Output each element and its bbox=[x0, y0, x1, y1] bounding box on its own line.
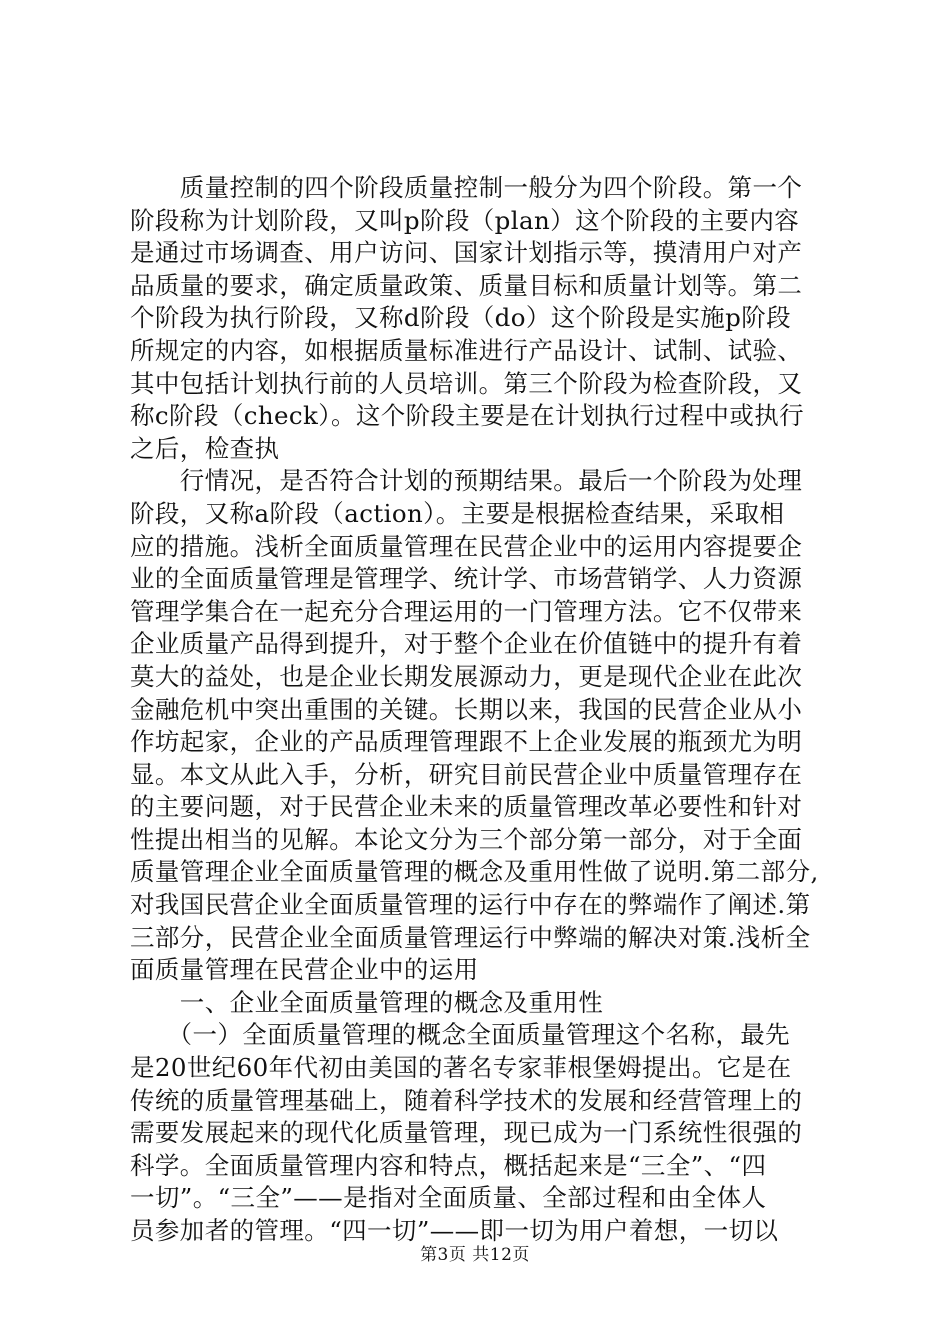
text-line: 品质量的要求，确定质量政策、质量目标和质量计划等。第二 bbox=[130, 270, 803, 300]
text-line: 员参加者的管理。“四一切”——即一切为用户着想，一切以 bbox=[130, 1216, 779, 1245]
text-line: 对我国民营企业全面质量管理的运行中存在的弊端作了阐述.第 bbox=[130, 890, 811, 920]
text-line: 所规定的内容，如根据质量标准进行产品设计、试制、试验、 bbox=[130, 335, 803, 365]
text-line: 阶段，又称a阶段（action）。主要是根据检查结果，采取相 bbox=[130, 498, 785, 528]
text-line: 面质量管理在民营企业中的运用 bbox=[130, 955, 479, 985]
text-line: 之后，检查执 bbox=[130, 433, 280, 463]
text-line: 传统的质量管理基础上，随着科学技术的发展和经营管理上的 bbox=[130, 1085, 803, 1115]
text-line: 阶段称为计划阶段，又叫p阶段（plan）这个阶段的主要内容 bbox=[130, 205, 800, 235]
text-line: 应的措施。浅析全面质量管理在民营企业中的运用内容提要企 bbox=[130, 531, 803, 561]
text-line: 一、企业全面质量管理的概念及重用性 bbox=[130, 987, 604, 1017]
text-line: 管理学集合在一起充分合理运用的一门管理方法。它不仅带来 bbox=[130, 596, 803, 626]
text-line: 是20世纪60年代初由美国的著名专家菲根堡姆提出。它是在 bbox=[130, 1053, 792, 1083]
text-line: 质量管理企业全面质量管理的概念及重用性做了说明.第二部分, bbox=[130, 857, 819, 887]
text-line: 企业质量产品得到提升，对于整个企业在价值链中的提升有着 bbox=[130, 629, 803, 659]
text-line: 个阶段为执行阶段，又称d阶段（do）这个阶段是实施p阶段 bbox=[130, 303, 791, 333]
text-line: 作坊起家，企业的产品质理管理跟不上企业发展的瓶颈尤为明 bbox=[130, 727, 803, 757]
text-line: 行情况，是否符合计划的预期结果。最后一个阶段为处理 bbox=[130, 466, 803, 496]
text-line: 三部分，民营企业全面质量管理运行中弊端的解决对策.浅析全 bbox=[130, 922, 811, 952]
text-line: 需要发展起来的现代化质量管理，现已成为一门系统性很强的 bbox=[130, 1118, 803, 1148]
text-line: 是通过市场调查、用户访问、国家计划指示等，摸清用户对产 bbox=[130, 238, 803, 268]
text-line: 显。本文从此入手，分析，研究目前民营企业中质量管理存在 bbox=[130, 759, 803, 789]
text-line: （一）全面质量管理的概念全面质量管理这个名称，最先 bbox=[130, 1020, 791, 1050]
text-line: 的主要问题，对于民营企业未来的质量管理改革必要性和针对 bbox=[130, 792, 803, 822]
page-footer: 第3页 共12页 bbox=[420, 1245, 530, 1265]
text-line: 其中包括计划执行前的人员培训。第三个阶段为检查阶段，又 bbox=[130, 368, 803, 398]
text-line: 性提出相当的见解。本论文分为三个部分第一部分，对于全面 bbox=[130, 824, 803, 854]
body-text bbox=[130, 172, 825, 1248]
text-line: 业的全面质量管理是管理学、统计学、市场营销学、人力资源 bbox=[130, 564, 803, 594]
text-line: 金融危机中突出重围的关键。长期以来，我国的民营企业从小 bbox=[130, 694, 803, 724]
text-line: 称c阶段（check）。这个阶段主要是在计划执行过程中或执行 bbox=[130, 401, 805, 431]
text-line: 质量控制的四个阶段质量控制一般分为四个阶段。第一个 bbox=[130, 173, 803, 202]
text-line: 科学。全面质量管理内容和特点，概括起来是“三全”、“四 bbox=[130, 1150, 767, 1180]
text-line: 一切”。“三全”——是指对全面质量、全部过程和由全体人 bbox=[130, 1183, 767, 1213]
text-line: 莫大的益处，也是企业长期发展源动力，更是现代企业在此次 bbox=[130, 661, 803, 691]
